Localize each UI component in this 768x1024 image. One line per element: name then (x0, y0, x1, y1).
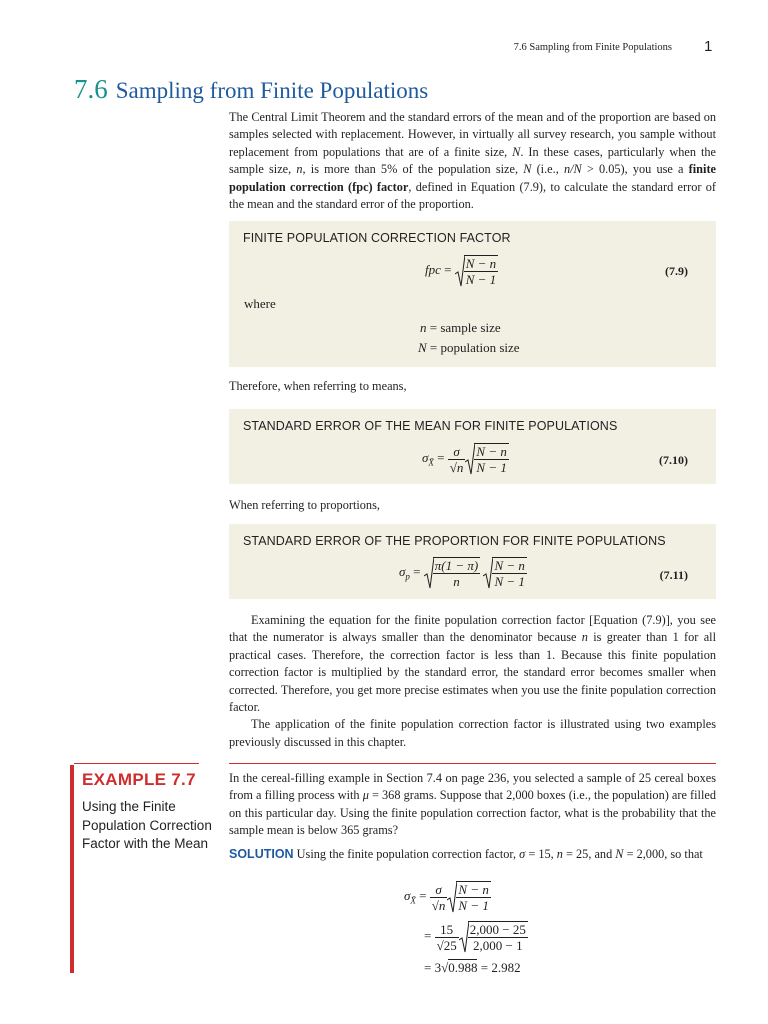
se-proportion-box-title: STANDARD ERROR OF THE PROPORTION FOR FINITE POPULATIONS (243, 534, 666, 548)
definition-n: n = sample size (420, 320, 501, 335)
definition-N: N = population size (418, 340, 520, 355)
eq-number-7-9: (7.9) (665, 264, 688, 278)
example-label: EXAMPLE 7.7 (82, 770, 196, 789)
eq-number-7-10: (7.10) (659, 453, 688, 467)
where-label: where (244, 296, 276, 311)
fpc-formula-box (229, 221, 716, 367)
example-problem: In the cereal-filling example in Section 7.4 on page 236, you selected a sample of 25 cereal boxes from a filling process with μ = 368 grams. Suppose that 2,000 boxes (i.e., the population) are filled on this particular day. Using the finite population correction factor, what is the probability that the sample mean is below 365 grams? SOLUTION Using the finite population correction factor, σ = 15, n = 25, and N = 2,000, so that (229, 771, 716, 861)
section-heading (74, 74, 428, 105)
section-title: Sampling from Finite Populations (115, 78, 429, 103)
term-fpc: finite population correction (fpc) factor (229, 162, 716, 194)
se-mean-formula-box (229, 409, 716, 484)
fpc-box-title: FINITE POPULATION CORRECTION FACTOR (243, 231, 511, 245)
section-number: 7.6 (74, 74, 108, 104)
body-paragraphs (229, 612, 716, 751)
page-number: 1 (704, 38, 713, 55)
example-accent-bar (70, 765, 74, 973)
therefore-means-text: Therefore, when referring to means, (229, 379, 407, 393)
calc-step-2: = $\frac{15}{√25}$ $\frac{2,000 - 25}{2,000 - 1}$ (424, 921, 526, 953)
intro-paragraph: The Central Limit Theorem and the standard errors of the mean and of the proportion are based on samples selected with replacement. However, in virtually all survey research, you sample without replacement from populations that are of a finite size, N. In these cases, particularly when the sample size, n, is more than 5% of the population size, N (i.e., n/N > 0.05), you use a finite population correction (fpc) factor, defined in Equation (7.9), to calculate the standard error of the mean and the standard error of the proportion. (229, 110, 716, 212)
running-head: 7.6 Sampling from Finite Populations (513, 42, 672, 53)
solution-label: SOLUTION (229, 846, 294, 861)
fpc-equation: fpc = $\frac{N - n}{N - 1}$ (425, 256, 497, 287)
se-proportion-equation: $\sigma_p$ = $\frac{\pi(1 - \pi)}{n}$ $\frac{N - n}{N - 1}$ (399, 558, 525, 589)
body-paragraph-1: Examining the equation for the finite population correction factor [Equation (7.9)], you see that the numerator is always smaller than the denominator because n is greater than 1 for all practical cases. Therefore, the correction factor is less than 1. Because this finite population correction factor is multiplied by the standard error, the standard error becomes smaller when corrected. Therefore, you get more precise estimates when you use the finite population correction factor. (229, 613, 716, 715)
calc-step-3: = 3√0.988 = 2.982 (424, 960, 521, 975)
example-rule-left (74, 763, 199, 764)
example-title: Using the Finite Population Correction Factor with the Mean (82, 799, 212, 851)
when-proportions-text: When referring to proportions, (229, 498, 380, 512)
se-mean-equation: $\sigma_{X̄}$ = $\frac{\sigma}{√n}$ $\frac{N - n}{N - 1}$ (422, 443, 507, 475)
body-paragraph-2: The application of the finite population correction factor is illustrated using two examples previously discussed in this chapter. (229, 717, 716, 749)
calc-step-1: $\sigma_{X̄}$ = $\frac{\sigma}{√n}$ $\frac{N - n}{N - 1}$ (404, 881, 489, 913)
se-mean-box-title: STANDARD ERROR OF THE MEAN FOR FINITE POPULATIONS (243, 419, 618, 433)
se-proportion-formula-box (229, 524, 716, 599)
example-rule (229, 763, 716, 764)
eq-number-7-11: (7.11) (659, 568, 688, 582)
